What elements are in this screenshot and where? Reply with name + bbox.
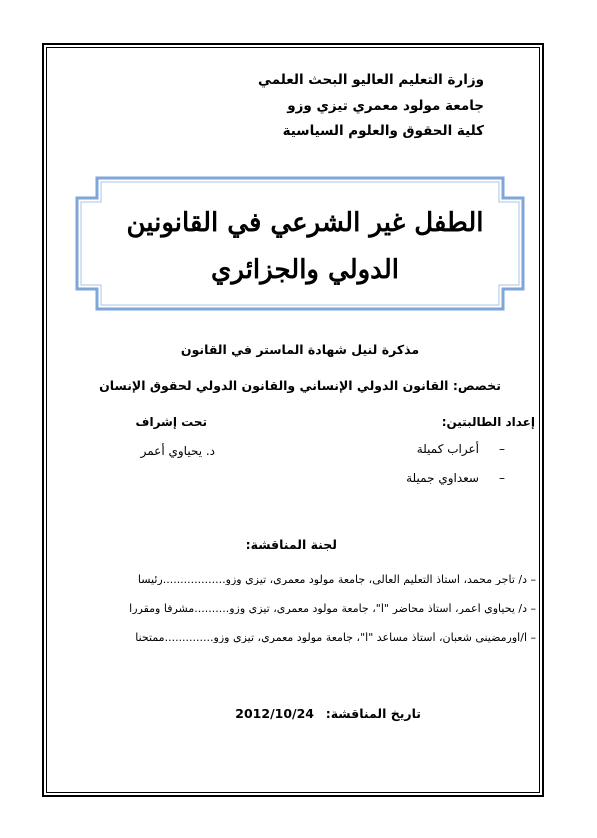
specialty: تخصص: القانون الدولي الإنساني والقانون الدولي لحقوق الإنسان [99,378,501,393]
student-name-1: أعراب كميلة [416,442,479,456]
supervisor-heading: تحت إشراف [135,415,207,429]
committee-member: – د/ يحياوي أعمر، أستاذ محاضر "أ"، جامعة مولود معمري، تيزي وزو..........مشرفا ومقررا [129,603,536,614]
university-name: جامعة مولود معمري تيزي وزو [287,98,484,114]
student-bullet-1: – [499,442,505,456]
thesis-title-line-1: الطفل غير الشرعي في القانونين [126,208,484,238]
ministry-name: وزارة التعليم العاليو البحث العلمي [258,72,484,88]
committee-member: – أ/أورمضيني شعبان، أستاذ مساعد "أ"، جامعة مولود معمري، تيزي وزو..............ممتحنا [135,632,536,643]
committee-heading: لجنة المناقشة: [245,537,337,552]
supervisor-name: د. يحياوي أعمر [140,444,215,458]
degree-statement: مذكرة لنيل شهادة الماستر في القانون [180,342,420,357]
students-heading: إعداد الطالبتين: [441,415,535,429]
faculty-name: كلية الحقوق والعلوم السياسية [282,123,484,139]
title-frame [75,176,525,311]
defense-date-label: تاريخ المناقشة: [325,706,421,721]
student-name-2: سعداوي جميلة [406,471,479,485]
committee-member: – د/ تاجر محمد، أستاذ التعليم العالي، جامعة مولود معمري، تيزي وزو..................رئيسا [137,574,536,585]
thesis-title-line-2: الدولي والجزائري [211,255,399,285]
student-bullet-2: – [499,471,505,485]
defense-date-value: 2012/10/24 [235,706,314,721]
